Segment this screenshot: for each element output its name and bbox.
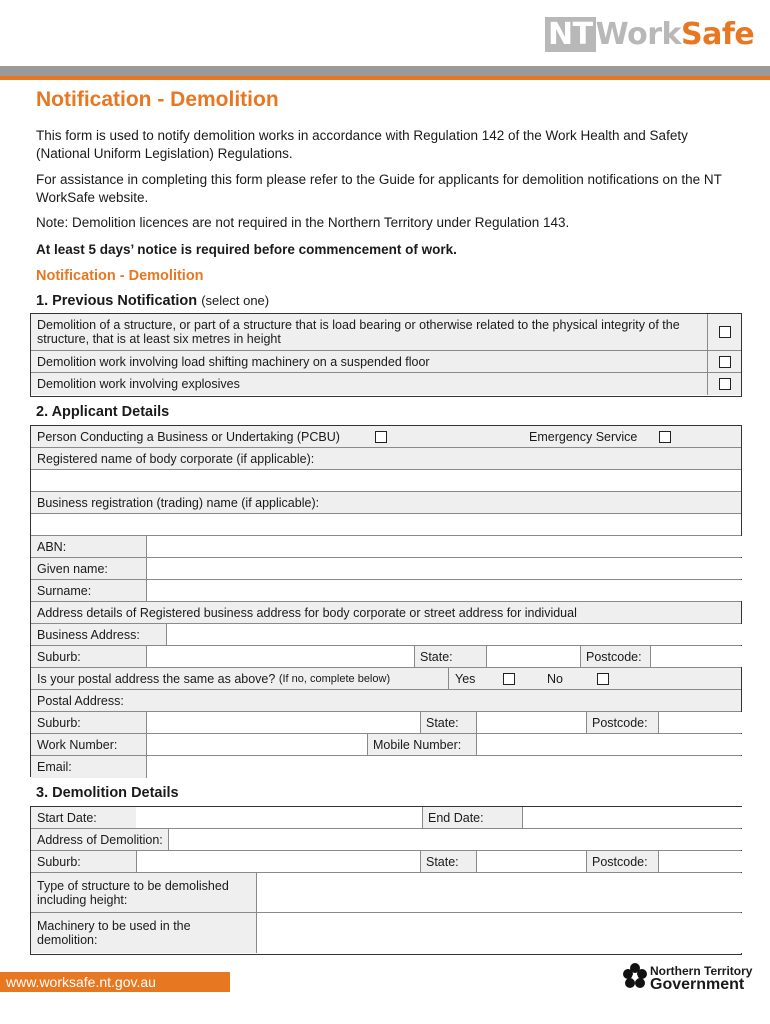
previous-notification-table [30, 313, 742, 397]
option-height-checkbox[interactable] [719, 326, 731, 338]
demolition-suburb-input[interactable] [136, 851, 420, 872]
nt-government-logo [622, 962, 753, 997]
applicant-details-table [30, 425, 742, 777]
option-explosives-checkbox[interactable] [719, 378, 731, 390]
business-address-label: Business Address: [37, 627, 140, 642]
option-label-height: Demolition of a structure, or part of a structure that is load bearing or otherwise related to the physical integrity of the structure, that is at least six metres in height [37, 318, 680, 346]
form-subtitle: Notification - Demolition [36, 268, 204, 284]
emergency-checkbox[interactable] [659, 431, 671, 443]
section1-heading: 1. Previous Notification [36, 293, 198, 309]
postal-postcode-label: Postcode: [592, 715, 648, 730]
machinery-input[interactable] [256, 913, 742, 953]
postal-postcode-input[interactable] [658, 712, 742, 733]
section3-title: 3. Demolition Details [36, 785, 179, 801]
reg-name-label: Registered name of body corporate (if applicable): [37, 451, 315, 466]
demolition-suburb-label: Suburb: [37, 854, 81, 869]
postal-suburb-label: Suburb: [37, 715, 81, 730]
suburb-input[interactable] [146, 646, 414, 667]
business-address-input[interactable] [166, 624, 742, 645]
postal-yes-checkbox[interactable] [503, 673, 515, 685]
no-label: No [547, 671, 563, 686]
mobile-number-input[interactable] [476, 734, 742, 755]
postcode-label: Postcode: [586, 649, 642, 664]
end-date-input[interactable] [522, 807, 742, 828]
flower-emblem-icon [622, 962, 648, 992]
logo-nt: NT [545, 17, 596, 52]
postal-same-question: Is your postal address the same as above? [37, 671, 276, 686]
postal-no-checkbox[interactable] [597, 673, 609, 685]
suburb-label: Suburb: [37, 649, 81, 664]
option-machinery-checkbox[interactable] [719, 356, 731, 368]
abn-label: ABN: [37, 539, 67, 554]
demolition-address-label: Address of Demolition: [37, 832, 163, 847]
logo-work: Work [595, 17, 681, 52]
demolition-details-table [30, 806, 742, 955]
postal-suburb-input[interactable] [146, 712, 420, 733]
option-label-machinery: Demolition work involving load shifting machinery on a suspended floor [37, 354, 430, 369]
postal-state-input[interactable] [476, 712, 586, 733]
option-row [31, 351, 741, 373]
page-title: Notification - Demolition [36, 88, 279, 111]
structure-type-label: Type of structure to be demolished including height: [37, 878, 229, 907]
postcode-input[interactable] [650, 646, 742, 667]
postal-address-label: Postal Address: [37, 693, 124, 708]
intro-note: Note: Demolition licences are not required in the Northern Territory under Regulation 143. [36, 215, 570, 230]
postal-same-label [31, 668, 390, 689]
given-name-label: Given name: [37, 561, 108, 576]
start-date-input[interactable] [136, 807, 422, 828]
gov-line-1: Northern Territory [650, 964, 753, 978]
demolition-postcode-input[interactable] [658, 851, 742, 872]
header-band [0, 66, 770, 76]
work-number-input[interactable] [146, 734, 367, 755]
given-name-input[interactable] [146, 558, 742, 579]
address-details-label: Address details of Registered business address for body corporate or street address for individual [37, 605, 577, 620]
option-label-explosives: Demolition work involving explosives [37, 377, 240, 391]
postal-same-hint: (If no, complete below) [278, 672, 391, 685]
machinery-label: Machinery to be used in the demolition: [37, 919, 191, 947]
logo-safe: Safe [680, 17, 755, 52]
header-accent-band [0, 76, 770, 80]
trading-name-input[interactable] [31, 514, 741, 536]
state-label: State: [420, 649, 453, 664]
gov-line-2: Government [650, 976, 745, 993]
notice-text: At least 5 days’ notice is required before commencement of work. [36, 242, 457, 257]
surname-input[interactable] [146, 580, 742, 601]
worksafe-logo [545, 16, 754, 54]
demolition-state-input[interactable] [476, 851, 586, 872]
state-input[interactable] [486, 646, 580, 667]
reg-name-input[interactable] [31, 470, 741, 492]
option-row [31, 314, 741, 351]
section2-title: 2. Applicant Details [36, 404, 170, 420]
section1-title [36, 293, 269, 309]
end-date-label: End Date: [428, 810, 484, 825]
section1-hint: (select one) [201, 293, 270, 308]
abn-input[interactable] [146, 536, 742, 557]
demolition-state-label: State: [426, 854, 459, 869]
option-row [31, 373, 741, 395]
yes-label: Yes [455, 671, 476, 686]
surname-label: Surname: [37, 583, 92, 598]
email-label: Email: [37, 760, 72, 774]
intro-paragraph-2: For assistance in completing this form please refer to the Guide for applicants for demolition notifications on the NT WorkSafe website. [36, 172, 722, 205]
mobile-number-label: Mobile Number: [373, 737, 462, 752]
email-input[interactable] [146, 756, 742, 778]
demolition-postcode-label: Postcode: [592, 854, 648, 869]
work-number-label: Work Number: [37, 737, 118, 752]
trading-name-label: Business registration (trading) name (if applicable): [37, 495, 320, 510]
pcbu-label: Person Conducting a Business or Undertaking (PCBU) [37, 429, 340, 444]
intro-paragraph-1: This form is used to notify demolition works in accordance with Regulation 142 of the Work Health and Safety (National Uniform Legislation) Regulations. [36, 128, 688, 161]
start-date-label: Start Date: [37, 810, 97, 825]
demolition-address-input[interactable] [168, 829, 742, 850]
website-link[interactable]: www.worksafe.nt.gov.au [0, 972, 230, 992]
pcbu-checkbox[interactable] [375, 431, 387, 443]
emergency-label: Emergency Service [529, 429, 638, 444]
structure-type-input[interactable] [256, 873, 742, 912]
postal-state-label: State: [426, 715, 459, 730]
